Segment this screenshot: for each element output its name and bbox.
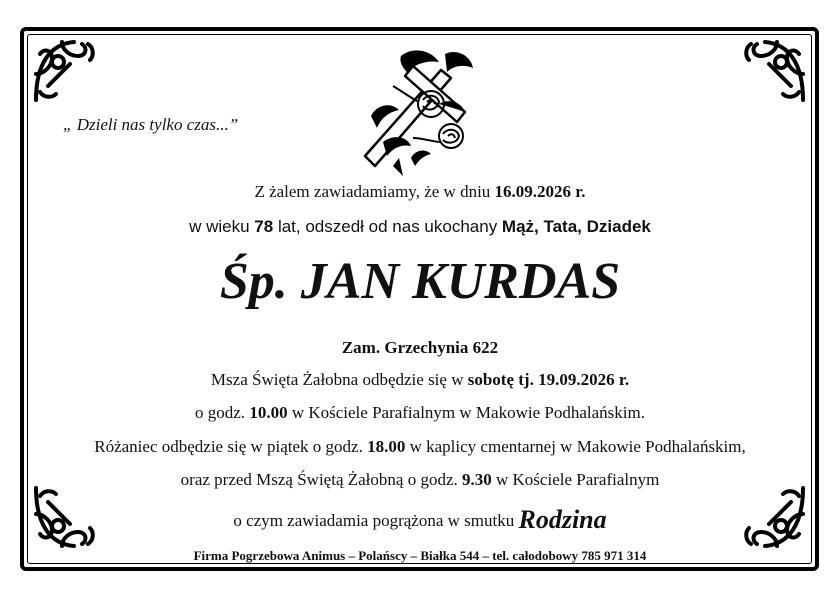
name-prefix: Śp. bbox=[219, 253, 288, 310]
age-prefix: w wieku bbox=[189, 217, 255, 236]
announcement-text: Z żalem zawiadamiamy, że w dniu bbox=[254, 182, 495, 201]
rosary-time: 18.00 bbox=[367, 437, 406, 456]
relations: Mąż, Tata, Dziadek bbox=[501, 217, 651, 236]
flourish-icon bbox=[30, 34, 102, 106]
deceased-name bbox=[0, 252, 840, 311]
age-line bbox=[0, 217, 840, 237]
mass-day: sobotę tj. 19.09.2026 r. bbox=[467, 370, 630, 389]
mass-place-text: w Kościele Parafialnym w Makowie Podhalańskim. bbox=[287, 403, 645, 422]
name-full: JAN KURDAS bbox=[300, 253, 621, 310]
rosary2-place: w Kościele Parafialnym bbox=[491, 470, 660, 489]
rosary-line bbox=[0, 437, 840, 457]
cross-with-roses-icon bbox=[353, 46, 498, 178]
closing-text: o czym zawiadamia pogrążona w smutku bbox=[233, 511, 519, 530]
rosary2-prefix: oraz przed Mszą Świętą Żałobną o godz. bbox=[180, 470, 462, 489]
family-signature: Rodzina bbox=[518, 505, 607, 534]
rosary-prefix: Różaniec odbędzie się w piątek o godz. bbox=[94, 437, 368, 456]
mass-place-prefix: o godz. bbox=[195, 403, 250, 422]
mass-place-line bbox=[0, 403, 840, 423]
age-middle: lat, odszedł od nas ukochany bbox=[273, 217, 502, 236]
mass-time: 10.00 bbox=[249, 403, 288, 422]
mass-text: Msza Święta Żałobna odbędzie się w bbox=[210, 370, 468, 389]
age-value: 78 bbox=[254, 217, 274, 236]
rosary-place: w kaplicy cmentarnej w Makowie Podhalańskim, bbox=[405, 437, 746, 456]
flourish-icon bbox=[737, 34, 809, 106]
closing-line bbox=[0, 505, 840, 535]
rosary2-time: 9.30 bbox=[462, 470, 492, 489]
mass-line bbox=[0, 370, 840, 390]
announcement-line bbox=[0, 182, 840, 202]
rosary-second-line bbox=[0, 470, 840, 490]
death-date: 16.09.2026 r. bbox=[494, 182, 586, 201]
motto-quote: „ Dzieli nas tylko czas...” bbox=[63, 115, 239, 134]
address: Zam. Grzechynia 622 bbox=[341, 338, 499, 357]
funeral-home-footer: Firma Pogrzebowa Animus – Polańscy – Białka 544 – tel. całodobowy 785 971 314 bbox=[193, 548, 647, 563]
